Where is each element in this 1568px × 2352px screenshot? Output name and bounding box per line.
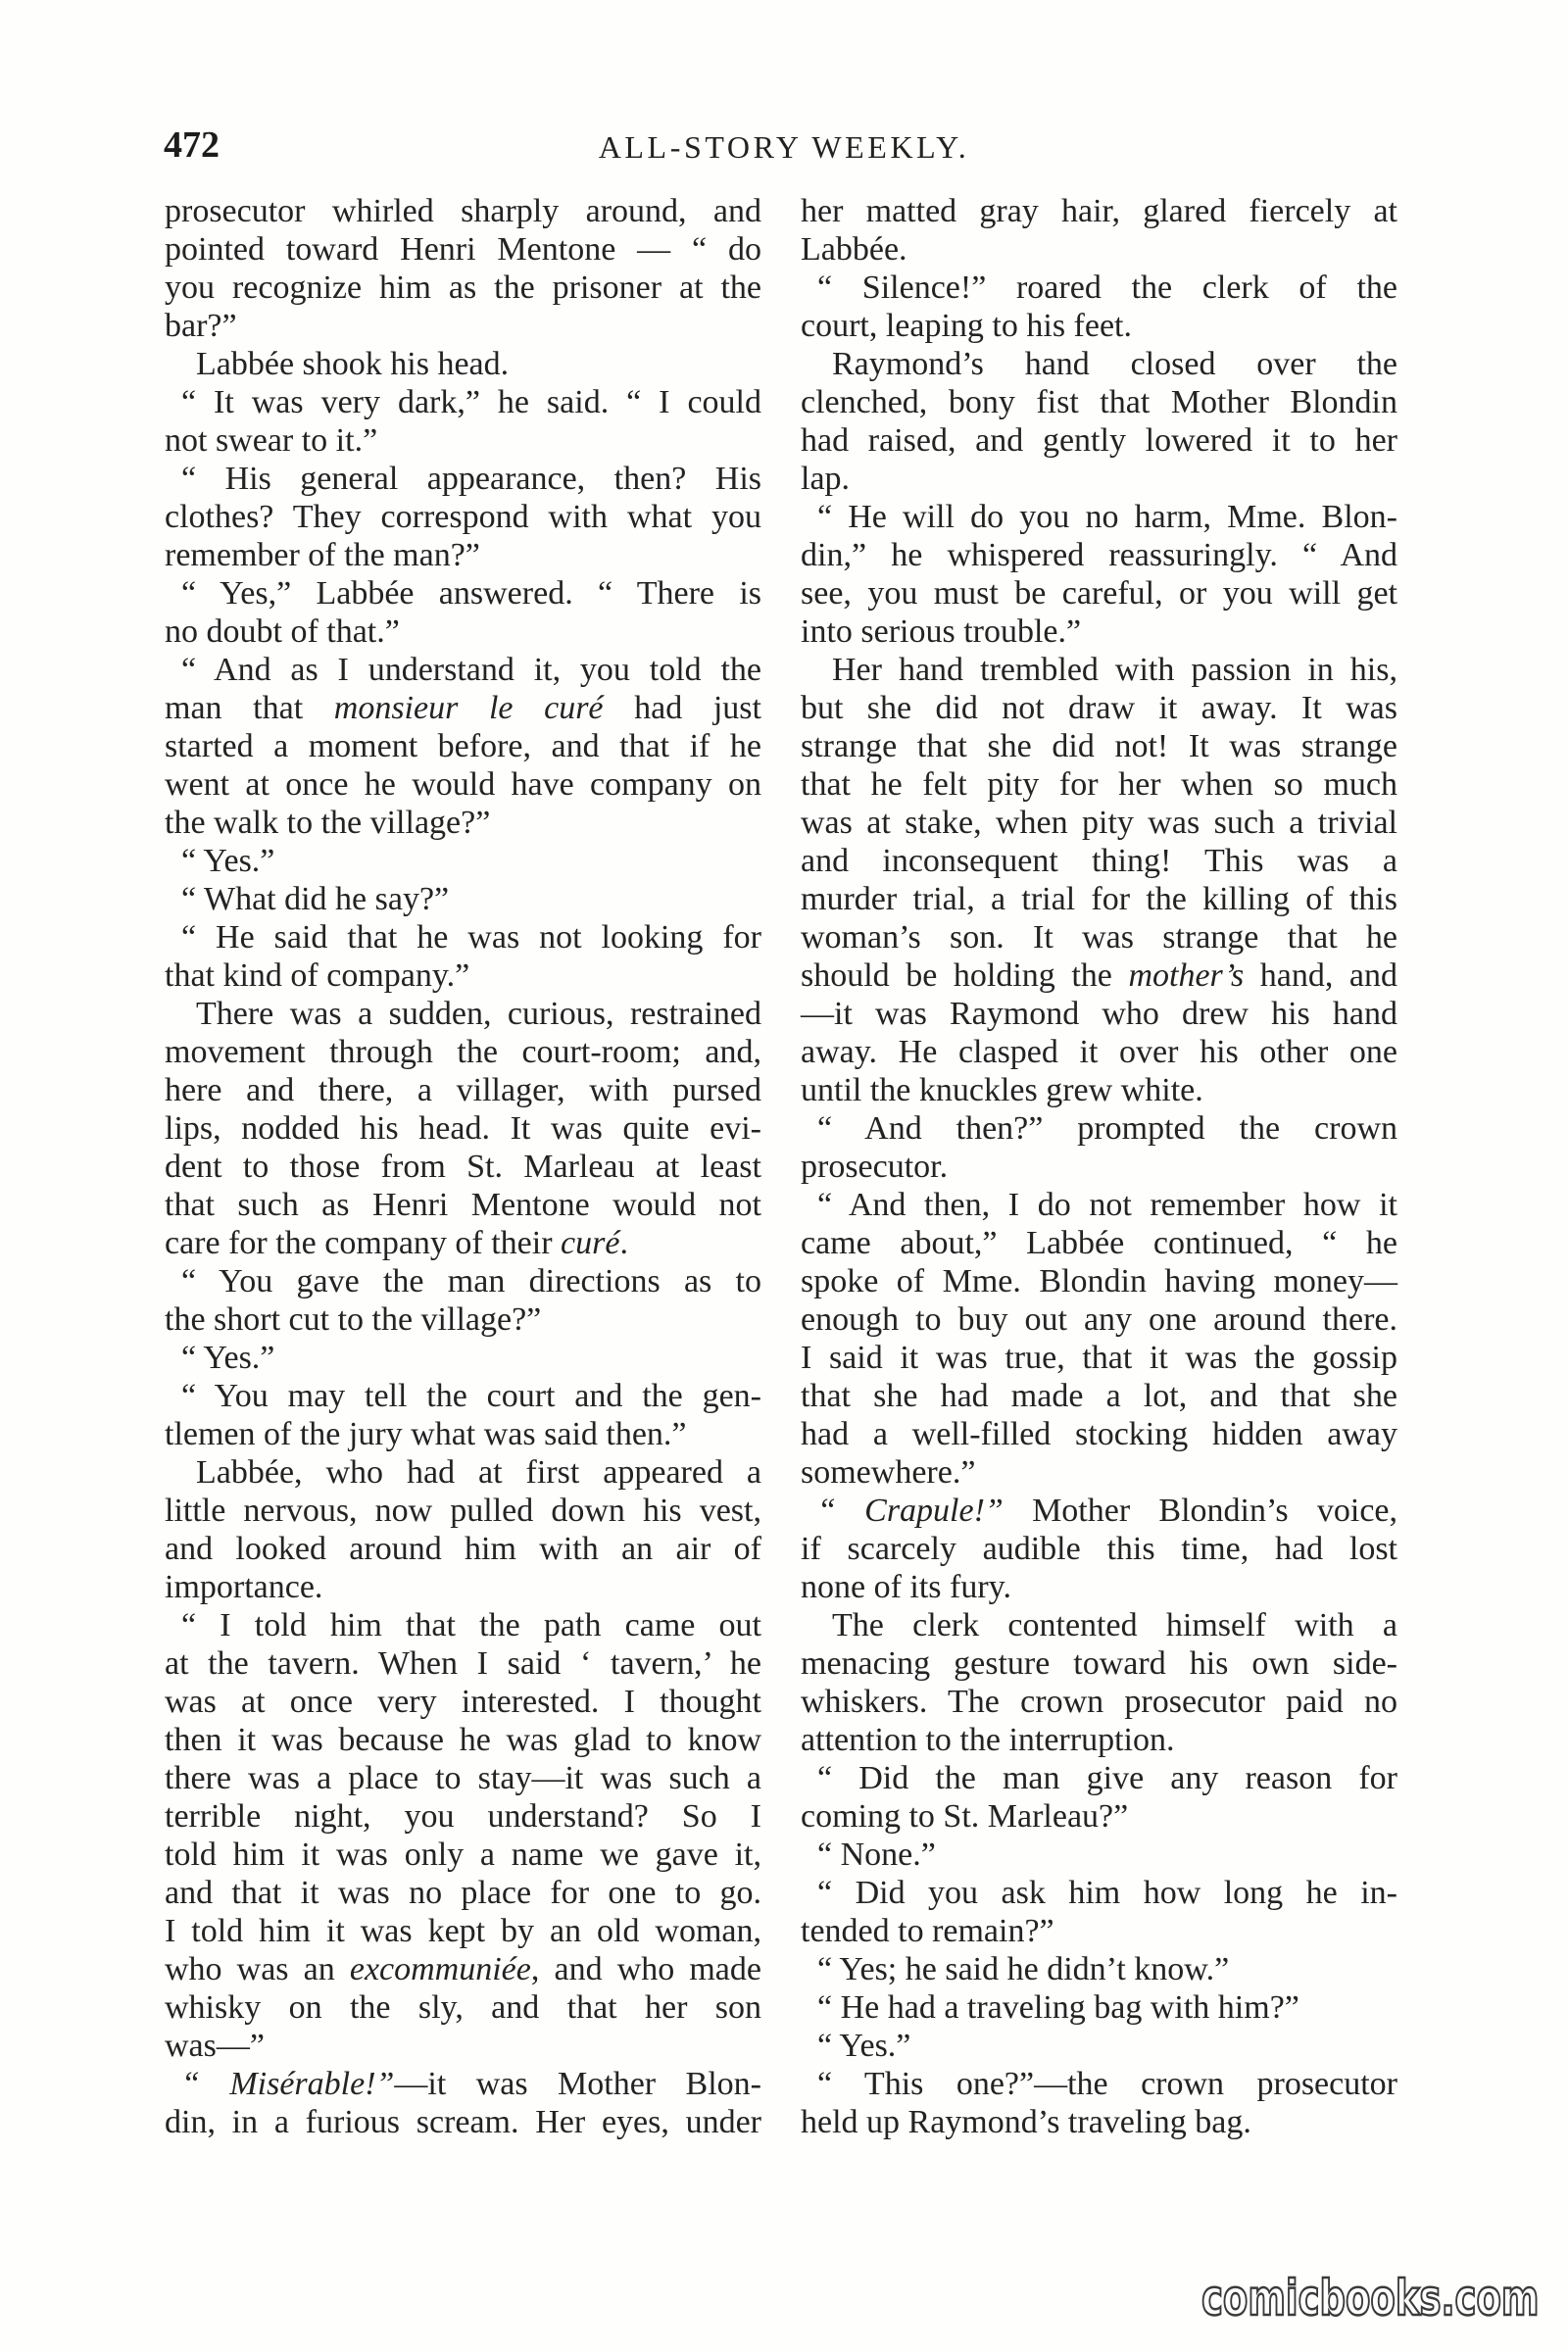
page-number: 472 bbox=[164, 124, 220, 166]
text-line: into serious trouble.” bbox=[801, 613, 1082, 650]
text-line: “ Yes.” bbox=[181, 1340, 275, 1376]
paragraph bbox=[801, 2027, 1397, 2065]
text-line: lap. bbox=[801, 461, 851, 497]
text-line: was at once very interested. I thought bbox=[165, 1684, 761, 1720]
text-line: I said it was true, that it was the gossip bbox=[801, 1340, 1397, 1376]
paragraph bbox=[801, 269, 1397, 345]
paragraph bbox=[165, 1262, 761, 1339]
text-line: no doubt of that.” bbox=[165, 613, 400, 650]
paragraph bbox=[165, 192, 761, 345]
paragraph bbox=[801, 2065, 1397, 2141]
text-line: not swear to it.” bbox=[165, 422, 378, 459]
text-line: There was a sudden, curious, restrained bbox=[196, 996, 761, 1032]
text-run: —it was Mother Blon- bbox=[394, 2066, 761, 2102]
text-line: “ Yes,” Labbée answered. “ There is bbox=[181, 575, 761, 612]
text-line: murder trial, a trial for the killing of this bbox=[801, 881, 1397, 917]
text-line: Labbée. bbox=[801, 231, 907, 268]
text-line: had raised, and gently lowered it to her bbox=[801, 422, 1397, 459]
paragraph bbox=[165, 842, 761, 880]
paragraph bbox=[801, 498, 1397, 651]
text-line: prosecutor. bbox=[801, 1149, 949, 1185]
text-line: din, in a furious scream. Her eyes, under bbox=[165, 2104, 761, 2140]
text-run: man that bbox=[165, 690, 334, 726]
watermark: comicbooks.com bbox=[1201, 2270, 1540, 2327]
text-line: you recognize him as the prisoner at the bbox=[165, 270, 761, 306]
text-line: “ None.” bbox=[817, 1837, 936, 1873]
text-line: “ It was very dark,” he said. “ I could bbox=[181, 384, 761, 420]
text-line: none of its fury. bbox=[801, 1569, 1011, 1605]
paragraph bbox=[165, 880, 761, 918]
text-line: that kind of company.” bbox=[165, 957, 470, 994]
text-line: Labbée, who had at first appeared a bbox=[196, 1454, 761, 1491]
text-line: at the tavern. When I said ‘ tavern,’ he bbox=[165, 1645, 761, 1682]
text-run: had just bbox=[603, 690, 761, 726]
text-line: Her hand trembled with passion in his, bbox=[832, 652, 1397, 688]
paragraph bbox=[165, 345, 761, 383]
text-line: “ And then?” prompted the crown bbox=[817, 1110, 1397, 1147]
text-run: who was an bbox=[165, 1951, 350, 1987]
paragraph bbox=[165, 383, 761, 460]
text-line: went at once he would have company on bbox=[165, 766, 761, 803]
text-line bbox=[165, 1950, 761, 1988]
text-line: The clerk contented himself with a bbox=[832, 1607, 1397, 1643]
text-line bbox=[165, 1224, 761, 1262]
italic-text-run: mother’s bbox=[1128, 957, 1245, 994]
text-line: if scarcely audible this time, had lost bbox=[801, 1531, 1397, 1567]
text-line: prosecutor whirled sharply around, and bbox=[165, 193, 761, 229]
text-line: “ I told him that the path came out bbox=[181, 1607, 761, 1643]
text-line: Labbée shook his head. bbox=[196, 346, 510, 382]
text-line: was—” bbox=[165, 2028, 265, 2064]
paragraph bbox=[801, 1186, 1397, 1492]
text-line: bar?” bbox=[165, 308, 237, 344]
text-line: “ Silence!” roared the clerk of the bbox=[817, 270, 1397, 306]
text-line: pointed toward Henri Mentone — “ do bbox=[165, 231, 761, 268]
text-line: until the knuckles grew white. bbox=[801, 1072, 1203, 1108]
text-line: that he felt pity for her when so much bbox=[801, 766, 1397, 803]
text-line: court, leaping to his feet. bbox=[801, 308, 1133, 344]
paragraph bbox=[801, 1950, 1397, 1988]
text-line: “ What did he say?” bbox=[181, 881, 450, 917]
text-run: hand, and bbox=[1244, 957, 1397, 994]
text-line: “ This one?”—the crown prosecutor bbox=[817, 2066, 1397, 2102]
text-line: movement through the court-room; and, bbox=[165, 1034, 761, 1070]
text-line: enough to buy out any one around there. bbox=[801, 1301, 1397, 1338]
text-line: that she had made a lot, and that she bbox=[801, 1378, 1397, 1414]
paragraph bbox=[801, 1492, 1397, 1606]
text-line: told him it was only a name we gave it, bbox=[165, 1837, 761, 1873]
text-line: remember of the man?” bbox=[165, 537, 480, 573]
right-column bbox=[801, 192, 1397, 2141]
text-line: “ Yes.” bbox=[817, 2028, 911, 2064]
text-line bbox=[801, 1492, 1397, 1530]
text-line: “ You may tell the court and the gen- bbox=[181, 1378, 761, 1414]
text-line: held up Raymond’s traveling bag. bbox=[801, 2104, 1251, 2140]
text-line: had a well-filled stocking hidden away bbox=[801, 1416, 1397, 1452]
running-title: ALL-STORY WEEKLY. bbox=[598, 129, 970, 165]
text-line: lips, nodded his head. It was quite evi- bbox=[165, 1110, 761, 1147]
left-column bbox=[165, 192, 761, 2141]
text-line: tlemen of the jury what was said then.” bbox=[165, 1416, 687, 1452]
italic-text-run: “ Misérable!” bbox=[181, 2066, 395, 2102]
text-line: din,” he whispered reassuringly. “ And bbox=[801, 537, 1397, 573]
text-line: there was a place to stay—it was such a bbox=[165, 1760, 761, 1796]
text-line: see, you must be careful, or you will get bbox=[801, 575, 1397, 612]
paragraph bbox=[165, 995, 761, 1262]
text-line: her matted gray hair, glared fiercely at bbox=[801, 193, 1397, 229]
text-line: was at stake, when pity was such a trivial bbox=[801, 805, 1397, 841]
paragraph bbox=[801, 1836, 1397, 1874]
paragraph bbox=[801, 651, 1397, 1109]
paragraph bbox=[801, 1606, 1397, 1759]
text-line: then it was because he was glad to know bbox=[165, 1722, 761, 1758]
text-line: and looked around him with an air of bbox=[165, 1531, 761, 1567]
paragraph bbox=[801, 1874, 1397, 1950]
text-line: woman’s son. It was strange that he bbox=[801, 919, 1397, 956]
paragraph bbox=[801, 1109, 1397, 1186]
paragraph bbox=[801, 192, 1397, 269]
text-line: spoke of Mme. Blondin having money— bbox=[801, 1263, 1397, 1299]
text-line: but she did not draw it away. It was bbox=[801, 690, 1397, 726]
text-line: “ His general appearance, then? His bbox=[181, 461, 761, 497]
text-line: started a moment before, and that if he bbox=[165, 728, 761, 764]
paragraph bbox=[165, 918, 761, 995]
paragraph bbox=[165, 2065, 761, 2141]
text-line: “ He will do you no harm, Mme. Blon- bbox=[817, 499, 1397, 535]
text-line: “ Yes.” bbox=[181, 843, 275, 879]
paragraph bbox=[165, 1339, 761, 1377]
text-line: “ Did the man give any reason for bbox=[817, 1760, 1397, 1796]
text-line: coming to St. Marleau?” bbox=[801, 1798, 1129, 1835]
paragraph bbox=[801, 345, 1397, 498]
text-line: little nervous, now pulled down his vest, bbox=[165, 1493, 761, 1529]
text-line: attention to the interruption. bbox=[801, 1722, 1175, 1758]
text-line: whiskers. The crown prosecutor paid no bbox=[801, 1684, 1397, 1720]
text-line: the walk to the village?” bbox=[165, 805, 491, 841]
text-line: clenched, bony fist that Mother Blondin bbox=[801, 384, 1397, 420]
paragraph bbox=[165, 1606, 761, 2065]
text-line: terrible night, you understand? So I bbox=[165, 1798, 761, 1835]
text-line: clothes? They correspond with what you bbox=[165, 499, 761, 535]
text-line: and that it was no place for one to go. bbox=[165, 1875, 761, 1911]
italic-text-run: “ Crapule!” bbox=[817, 1493, 1004, 1529]
text-line: menacing gesture toward his own side- bbox=[801, 1645, 1397, 1682]
paragraph bbox=[801, 1759, 1397, 1836]
text-line: “ You gave the man directions as to bbox=[181, 1263, 761, 1299]
paragraph bbox=[165, 460, 761, 574]
text-line: I told him it was kept by an old woman, bbox=[165, 1913, 761, 1949]
text-run: Mother Blondin’s voice, bbox=[1003, 1493, 1397, 1529]
text-line: that such as Henri Mentone would not bbox=[165, 1187, 761, 1223]
text-line: “ He had a traveling bag with him?” bbox=[817, 1989, 1299, 2026]
text-line: strange that she did not! It was strange bbox=[801, 728, 1397, 764]
text-line: tended to remain?” bbox=[801, 1913, 1054, 1949]
text-run: . bbox=[619, 1225, 628, 1261]
paragraph bbox=[165, 1377, 761, 1453]
text-line: away. He clasped it over his other one bbox=[801, 1034, 1397, 1070]
text-line: importance. bbox=[165, 1569, 323, 1605]
italic-text-run: excommuniée bbox=[349, 1951, 531, 1987]
text-line: here and there, a villager, with pursed bbox=[165, 1072, 761, 1108]
paragraph bbox=[165, 1453, 761, 1606]
paragraph bbox=[165, 651, 761, 842]
paragraph bbox=[801, 1988, 1397, 2027]
text-line: the short cut to the village?” bbox=[165, 1301, 542, 1338]
text-line bbox=[165, 2065, 761, 2103]
text-line: dent to those from St. Marleau at least bbox=[165, 1149, 761, 1185]
text-run: , and who made bbox=[530, 1951, 761, 1987]
text-run: care for the company of their bbox=[165, 1225, 562, 1261]
italic-text-run: monsieur le curé bbox=[333, 690, 604, 726]
text-line: “ Yes; he said he didn’t know.” bbox=[817, 1951, 1230, 1987]
text-line: “ And then, I do not remember how it bbox=[817, 1187, 1397, 1223]
text-line bbox=[801, 956, 1397, 995]
italic-text-run: curé bbox=[561, 1225, 620, 1261]
text-line bbox=[165, 689, 761, 727]
text-line: “ And as I understand it, you told the bbox=[181, 652, 761, 688]
text-line: “ Did you ask him how long he in- bbox=[817, 1875, 1397, 1911]
text-line: —it was Raymond who drew his hand bbox=[801, 996, 1397, 1032]
text-run: should be holding the bbox=[801, 957, 1129, 994]
text-line: “ He said that he was not looking for bbox=[181, 919, 761, 956]
text-line: and inconsequent thing! This was a bbox=[801, 843, 1397, 879]
text-line: came about,” Labbée continued, “ he bbox=[801, 1225, 1397, 1261]
paragraph bbox=[165, 574, 761, 651]
text-line: whisky on the sly, and that her son bbox=[165, 1989, 761, 2026]
text-line: Raymond’s hand closed over the bbox=[832, 346, 1397, 382]
text-line: somewhere.” bbox=[801, 1454, 976, 1491]
